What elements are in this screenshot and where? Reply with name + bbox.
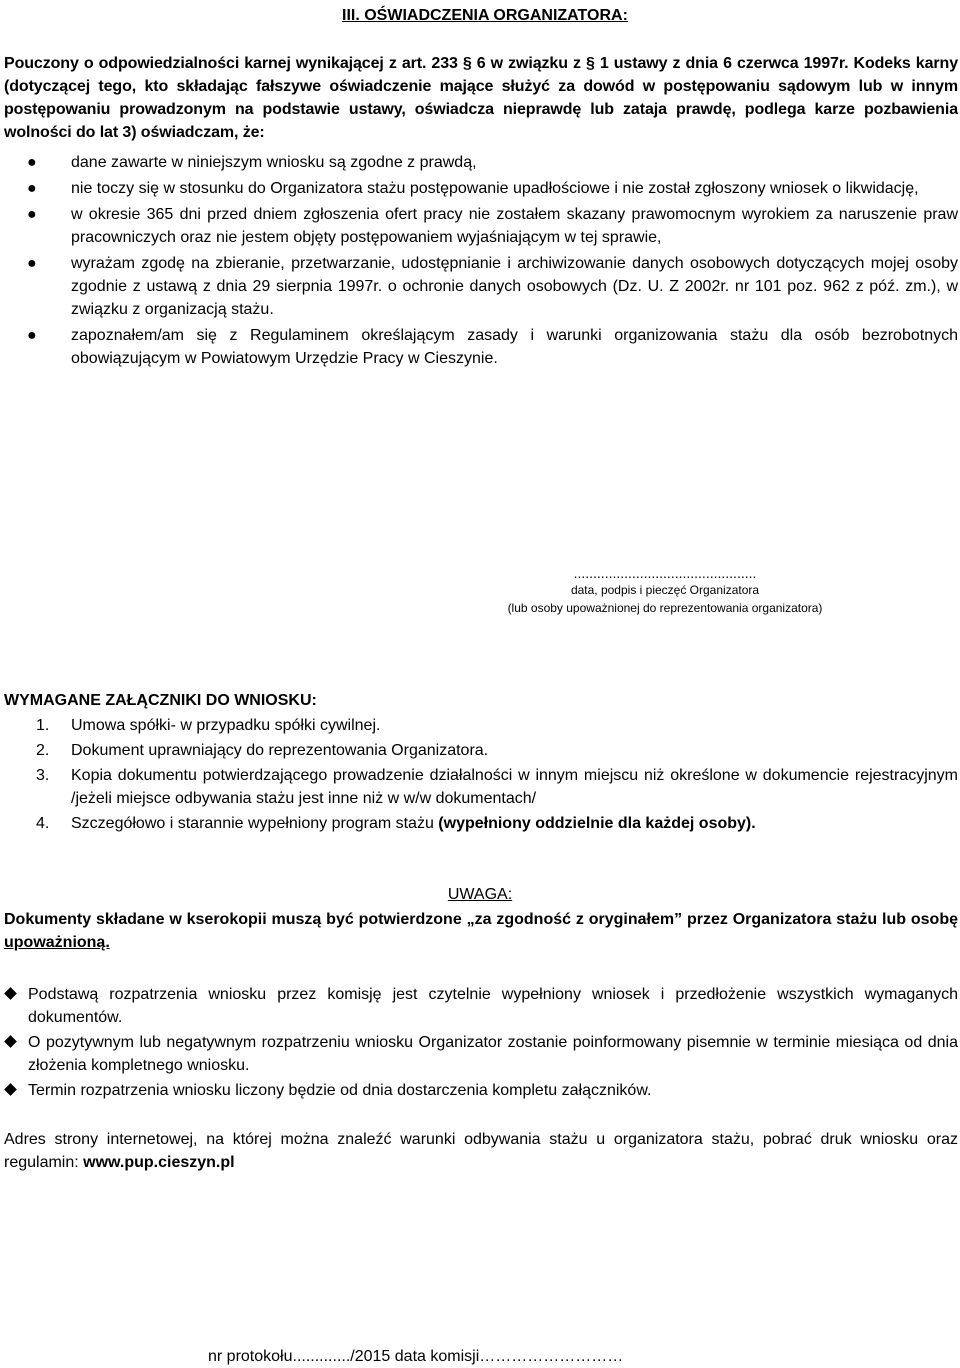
note-text: Termin rozpatrzenia wniosku liczony będzie od dnia dostarczenia kompletu załączników. <box>28 1082 652 1099</box>
attachment-number: 1. <box>36 717 50 734</box>
attachment-text: Szczegółowo i starannie wypełniony program stażu <box>71 815 439 832</box>
diamond-bullet-icon <box>4 987 17 1000</box>
statement-text: nie toczy się w stosunku do Organizatora stażu postępowanie upadłościowe i nie został zgłoszony wniosek o likwidację, <box>71 180 919 197</box>
legal-lead-paragraph: Pouczony o odpowiedzialności karnej wynikającej z art. 233 § 6 w związku z § 1 ustawy z dnia 6 czerwca 1997r. Kodeks karny (dotyczącej tego, kto składając fałszywe oświadczenie mające służyć za dowód w postępowaniu sądowym lub w innym postępowaniu prowadzonym na podstawie ustawy, oświadcza nieprawdę lub zataja prawdę, podlega karze pozbawienia wolności do lat 3) oświadczam, że: <box>4 55 958 141</box>
signature-subcaption: (lub osoby upoważnionej do reprezentowania organizatora) <box>507 601 823 615</box>
note-item <box>6 1031 958 1077</box>
bullet-dot-icon: ● <box>27 255 37 272</box>
bullet-dot-icon: ● <box>27 327 37 344</box>
statement-text: w okresie 365 dni przed dniem zgłoszenia ofert pracy nie zostałem skazany prawomocnym wyrokiem za naruszenie praw pracowniczych oraz nie jestem objęty postępowaniem wyjaśniającym w tej sprawie, <box>71 206 958 246</box>
statements-list <box>24 151 958 373</box>
bullet-dot-icon: ● <box>27 154 37 171</box>
attachment-number: 2. <box>36 742 50 759</box>
statement-item <box>24 324 958 370</box>
bullet-dot-icon: ● <box>27 180 37 197</box>
attachments-list <box>36 714 958 837</box>
attachment-bold-note: (wypełniony oddzielnie dla każdej osoby). <box>438 815 756 832</box>
attachment-item <box>36 764 958 810</box>
signature-block <box>470 565 860 617</box>
attachment-item <box>36 714 958 737</box>
attachment-item <box>36 739 958 762</box>
statement-text: dane zawarte w niniejszym wniosku są zgodne z prawdą, <box>71 154 477 171</box>
attachment-text: Dokument uprawniający do reprezentowania Organizatora. <box>71 742 489 759</box>
note-text: Podstawą rozpatrzenia wniosku przez komisję jest czytelnie wypełniony wniosek i przedłożenie wszystkich wymaganych dokumentów. <box>28 986 958 1026</box>
attachment-text: Umowa spółki- w przypadku spółki cywilnej. <box>71 717 381 734</box>
notice-title-wrapper <box>0 883 960 906</box>
section-heading: III. OŚWIADCZENIA ORGANIZATORA: <box>342 7 628 24</box>
statement-item <box>24 151 958 174</box>
statement-item <box>24 252 958 321</box>
notes-list <box>6 983 958 1104</box>
bullet-dot-icon: ● <box>27 206 37 223</box>
diamond-bullet-icon <box>4 1035 17 1048</box>
address-text: Adres strony internetowej, na której można znaleźć warunki odbywania stażu u organizatora stażu, pobrać druk wniosku oraz regulamin: <box>4 1131 958 1171</box>
note-item <box>6 1079 958 1102</box>
note-item <box>6 983 958 1029</box>
note-text: O pozytywnym lub negatywnym rozpatrzeniu wniosku Organizator zostanie poinformowany pisemnie w terminie miesiąca od dnia złożenia kompletnego wniosku. <box>28 1034 958 1074</box>
signature-caption: data, podpis i pieczęć Organizatora <box>570 583 760 597</box>
statement-text: wyrażam zgodę na zbieranie, przetwarzanie, udostępnianie i archiwizowanie danych osobowych dotyczących mojej osoby zgodnie z ustawą z dnia 29 sierpnia 1997r. o ochronie danych osobowych (Dz. U. Z 2002r. nr 101 poz. 962 z póź. zm.), w związku z organizacją stażu. <box>71 255 958 318</box>
notice-body <box>4 908 958 954</box>
attachment-number: 3. <box>36 767 50 784</box>
notice-title: UWAGA: <box>447 886 513 903</box>
attachment-item <box>36 812 958 835</box>
statement-item <box>24 177 958 200</box>
signature-dotted-line: ............................................... <box>573 565 757 581</box>
notice-body-text: Dokumenty składane w kserokopii muszą być potwierdzone „za zgodność z oryginałem” przez Organizatora stażu lub osobę <box>4 911 958 928</box>
protocol-number-line: nr protokołu............./2015 data komisji……………………… <box>208 1348 624 1365</box>
notice-body-underlined: upoważnioną. <box>4 934 110 951</box>
website-link[interactable]: www.pup.cieszyn.pl <box>83 1154 235 1171</box>
statement-text: zapoznałem/am się z Regulaminem określającym zasady i warunki organizowania stażu dla osób bezrobotnych obowiązującym w Powiatowym Urzędzie Pracy w Cieszynie. <box>71 327 958 367</box>
diamond-bullet-icon <box>4 1083 17 1096</box>
attachment-text: Kopia dokumentu potwierdzającego prowadzenie działalności w innym miejscu niż określone w dokumencie rejestracyjnym /jeżeli miejsce odbywania stażu jest inne niż w w/w dokumentach/ <box>71 767 958 807</box>
statement-item <box>24 203 958 249</box>
website-address-paragraph <box>4 1128 958 1174</box>
attachments-title: WYMAGANE ZAŁĄCZNIKI DO WNIOSKU: <box>4 692 317 709</box>
attachment-number: 4. <box>36 815 50 832</box>
